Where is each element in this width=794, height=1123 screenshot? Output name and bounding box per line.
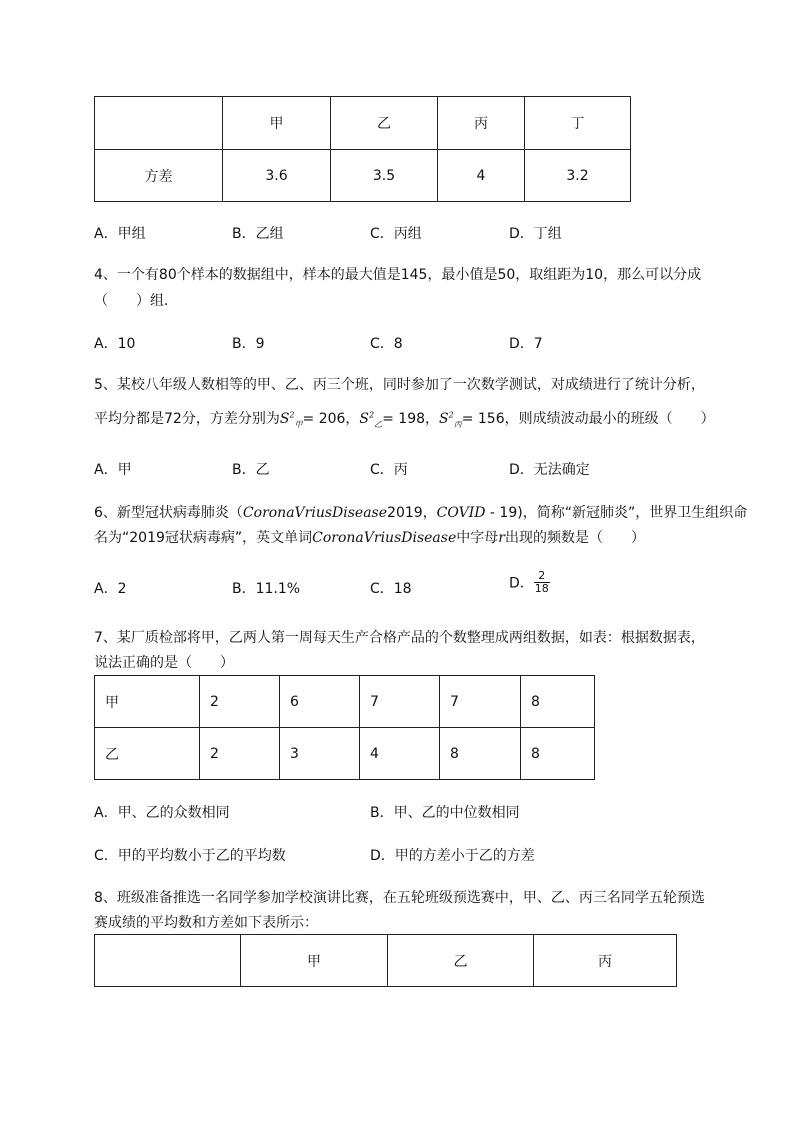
question-4-line2: （ ）组．	[94, 293, 178, 309]
option-b[interactable]: B．乙组	[232, 226, 284, 242]
table-cell: 8	[521, 728, 595, 780]
variance-value: = 206	[302, 411, 346, 427]
row-label: 方差	[95, 150, 223, 202]
table-header-cell: 丙	[534, 935, 677, 987]
table-cell: 3.2	[525, 150, 631, 202]
question-8-line1: 8、班级准备推选一名同学参加学校演讲比赛，在五轮班级预选赛中，甲、乙、丙三名同学五轮预选	[94, 890, 705, 906]
option-c[interactable]: C．丙组	[370, 226, 422, 242]
option-c[interactable]: C．丙	[370, 462, 408, 478]
option-d[interactable]: D．7	[509, 336, 543, 352]
question-7-line2: 说法正确的是（ ）	[94, 655, 234, 671]
table-header-cell	[95, 97, 223, 150]
question-4-line1: 4、一个有80个样本的数据组中，样本的最大值是145，最小值是50，取组距为10，那么可以分成	[94, 267, 702, 283]
table-cell: 2	[200, 728, 280, 780]
table-header-cell: 丙	[438, 97, 525, 150]
question-5-text: 平均分都是72分，方差分别为	[94, 411, 280, 427]
option-a[interactable]: A．2	[94, 581, 127, 597]
table-header-cell	[95, 935, 241, 987]
option-c[interactable]: C．18	[370, 581, 412, 597]
table-cell: 6	[280, 676, 360, 728]
table-header-cell: 乙	[388, 935, 534, 987]
option-b[interactable]: B．11.1%	[232, 581, 301, 597]
table-cell: 3.6	[223, 150, 331, 202]
option-b[interactable]: B．乙	[232, 462, 270, 478]
variance-symbol: $S^2_乙$	[359, 410, 383, 429]
question-8-line2: 赛成绩的平均数和方差如下表所示：	[94, 915, 318, 931]
option-c[interactable]: C．甲的平均数小于乙的平均数	[94, 848, 286, 864]
option-d[interactable]: D．丁组	[509, 226, 562, 242]
score-table	[94, 934, 677, 987]
option-a[interactable]: A．甲、乙的众数相同	[94, 805, 230, 821]
question-5-line1: 5、某校八年级人数相等的甲、乙、丙三个班，同时参加了一次数学测试，对成绩进行了统计分析，	[94, 377, 705, 393]
option-a[interactable]: A．甲	[94, 462, 132, 478]
question-7-line1: 7、某厂质检部将甲，乙两人第一周每天生产合格产品的个数整理成两组数据，如表：根据数据表，	[94, 630, 705, 646]
question-6-line1: 6、新型冠状病毒肺炎（CoronaVriusDisease2019，COVID - 19)，简称“新冠肺炎”，世界卫生组织命	[94, 505, 748, 521]
table-cell: 2	[200, 676, 280, 728]
option-d[interactable]: D．甲的方差小于乙的方差	[370, 848, 535, 864]
table-header-cell: 丁	[525, 97, 631, 150]
option-b[interactable]: B．甲、乙的中位数相同	[370, 805, 520, 821]
table-cell: 4	[360, 728, 440, 780]
option-c[interactable]: C．8	[370, 336, 403, 352]
variance-symbol: $S^2_丙$	[439, 410, 462, 429]
question-5-text: ，则成绩波动最小的班级（ ）	[504, 411, 715, 427]
table-cell: 4	[438, 150, 525, 202]
table-cell: 7	[360, 676, 440, 728]
option-d[interactable]: D．无法确定	[509, 462, 590, 478]
variance-value: = 198	[382, 411, 426, 427]
table-cell: 8	[440, 728, 521, 780]
option-a[interactable]: A．甲组	[94, 226, 146, 242]
option-b[interactable]: B．9	[232, 336, 265, 352]
table-cell: 3.5	[331, 150, 438, 202]
table-cell: 8	[521, 676, 595, 728]
fraction: $\frac{2}{18}$	[534, 569, 549, 595]
variance-table	[94, 96, 631, 202]
question-5-line2: 平均分都是72分，方差分别为$S^2_甲= 206$，$S^2_乙= 198$，$S^2_丙= 156$，则成绩波动最小的班级（ ）	[94, 410, 715, 429]
row-label: 乙	[95, 728, 200, 780]
variance-symbol: $S^2_甲$	[279, 410, 303, 429]
question-6-line2: 名为“2019冠状病毒病”，英文单词CoronaVriusDisease中字母r出现的频数是（ ）	[94, 530, 645, 546]
table-header-cell: 甲	[223, 97, 331, 150]
table-header-cell: 乙	[331, 97, 438, 150]
option-d[interactable]: D． $\frac{2}{18}$	[509, 569, 549, 595]
table-cell: 3	[280, 728, 360, 780]
table-cell: 7	[440, 676, 521, 728]
table-header-cell: 甲	[241, 935, 388, 987]
option-a[interactable]: A．10	[94, 336, 136, 352]
variance-value: = 156	[461, 411, 505, 427]
production-table	[94, 675, 595, 780]
row-label: 甲	[95, 676, 200, 728]
